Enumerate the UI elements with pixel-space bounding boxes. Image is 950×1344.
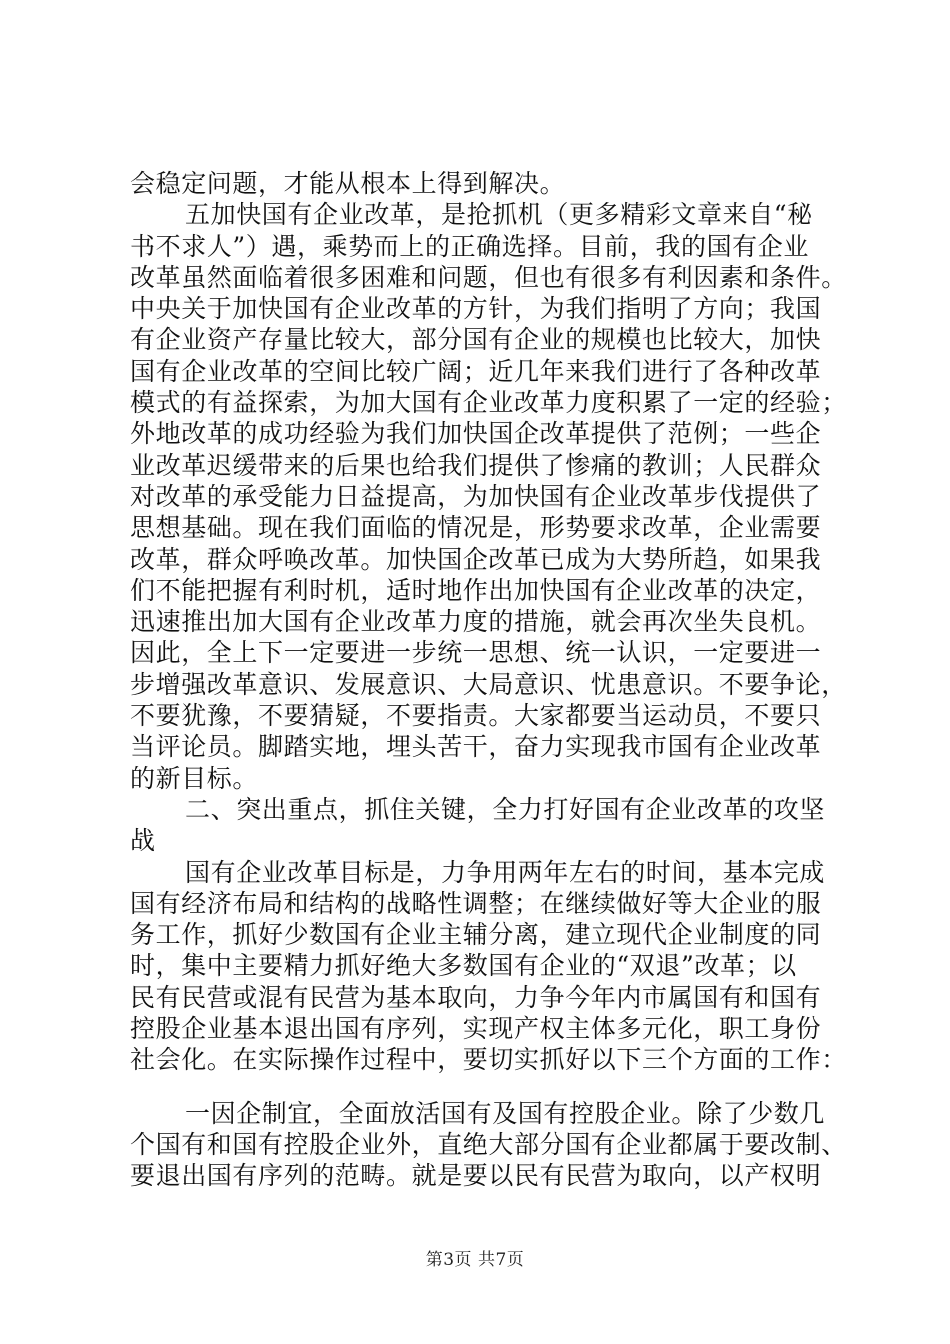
text-line: 外地改革的成功经验为我们加快国企改革提供了范例；一些企 <box>130 419 822 449</box>
text-line: 要退出国有序列的范畴。就是要以民有民营为取向，以产权明 <box>130 1161 822 1191</box>
paragraph-start-line: 国有企业改革目标是，力争用两年左右的时间，基本完成 <box>185 857 826 887</box>
text-line: 会稳定问题，才能从根本上得到解决。 <box>130 169 566 198</box>
paragraph-gap <box>130 1076 850 1098</box>
text-line: 有企业资产存量比较大，部分国有企业的规模也比较大，加快 <box>130 325 822 355</box>
text-line: 当评论员。脚踏实地，埋头苦干，奋力实现我市国有企业改革 <box>130 732 822 762</box>
text-line: 务工作，抓好少数国有企业主辅分离，建立现代企业制度的同 <box>130 920 822 950</box>
text-line: 个国有和国有控股企业外，直绝大部分国有企业都属于要改制、 <box>130 1129 847 1159</box>
text-line: 因此，全上下一定要进一步统一思想、统一认识，一定要进一 <box>130 638 822 668</box>
text-line: 不要犹豫，不要猜疑，不要指责。大家都要当运动员，不要只 <box>130 701 822 731</box>
text-line: 对改革的承受能力日益提高，为加快国有企业改革步伐提供了 <box>130 481 822 511</box>
section-heading-line: 二、突出重点，抓住关键，全力打好国有企业改革的攻坚 <box>185 794 826 824</box>
section-heading-line: 战 <box>130 826 156 856</box>
text-line: 时，集中主要精力抓好绝大多数国有企业的“双退”改革；以 <box>130 951 797 981</box>
text-line: 改革，群众呼唤改革。加快国企改革已成为大势所趋，如果我 <box>130 544 822 574</box>
text-line: 中央关于加快国有企业改革的方针，为我们指明了方向；我国 <box>130 294 822 324</box>
text-line: 思想基础。现在我们面临的情况是，形势要求改革，企业需要 <box>130 513 822 543</box>
text-line: 国有企业改革的空间比较广阔；近几年来我们进行了各种改革 <box>130 356 822 386</box>
document-body <box>130 168 850 1192</box>
paragraph-start-line: 五加快国有企业改革，是抢抓机（更多精彩文章来自“秘 <box>185 200 813 230</box>
text-line: 步增强改革意识、发展意识、大局意识、忧患意识。不要争论， <box>130 669 847 699</box>
page-number-footer: 第3页 共7页 <box>425 1250 525 1270</box>
paragraph-start-line: 一因企制宜，全面放活国有及国有控股企业。除了少数几 <box>185 1098 826 1128</box>
text-line: 国有经济布局和结构的战略性调整；在继续做好等大企业的服 <box>130 888 822 918</box>
text-line: 社会化。在实际操作过程中，要切实抓好以下三个方面的工作： <box>130 1045 847 1075</box>
text-line: 业改革迟缓带来的后果也给我们提供了惨痛的教训；人民群众 <box>130 450 822 480</box>
text-line: 民有民营或混有民营为基本取向，力争今年内市属国有和国有 <box>130 982 822 1012</box>
text-line: 迅速推出加大国有企业改革力度的措施，就会再次坐失良机。 <box>130 607 822 637</box>
text-line: 们不能把握有利时机，适时地作出加快国有企业改革的决定， <box>130 575 822 605</box>
text-line: 书不求人”）遇，乘势而上的正确选择。目前，我的国有企业 <box>130 231 809 261</box>
text-line: 的新目标。 <box>130 763 259 793</box>
text-line: 模式的有益探索，为加大国有企业改革力度积累了一定的经验； <box>130 388 847 418</box>
text-line: 改革虽然面临着很多困难和问题，但也有很多有利因素和条件。 <box>130 262 847 292</box>
text-line: 控股企业基本退出国有序列，实现产权主体多元化，职工身份 <box>130 1014 822 1044</box>
